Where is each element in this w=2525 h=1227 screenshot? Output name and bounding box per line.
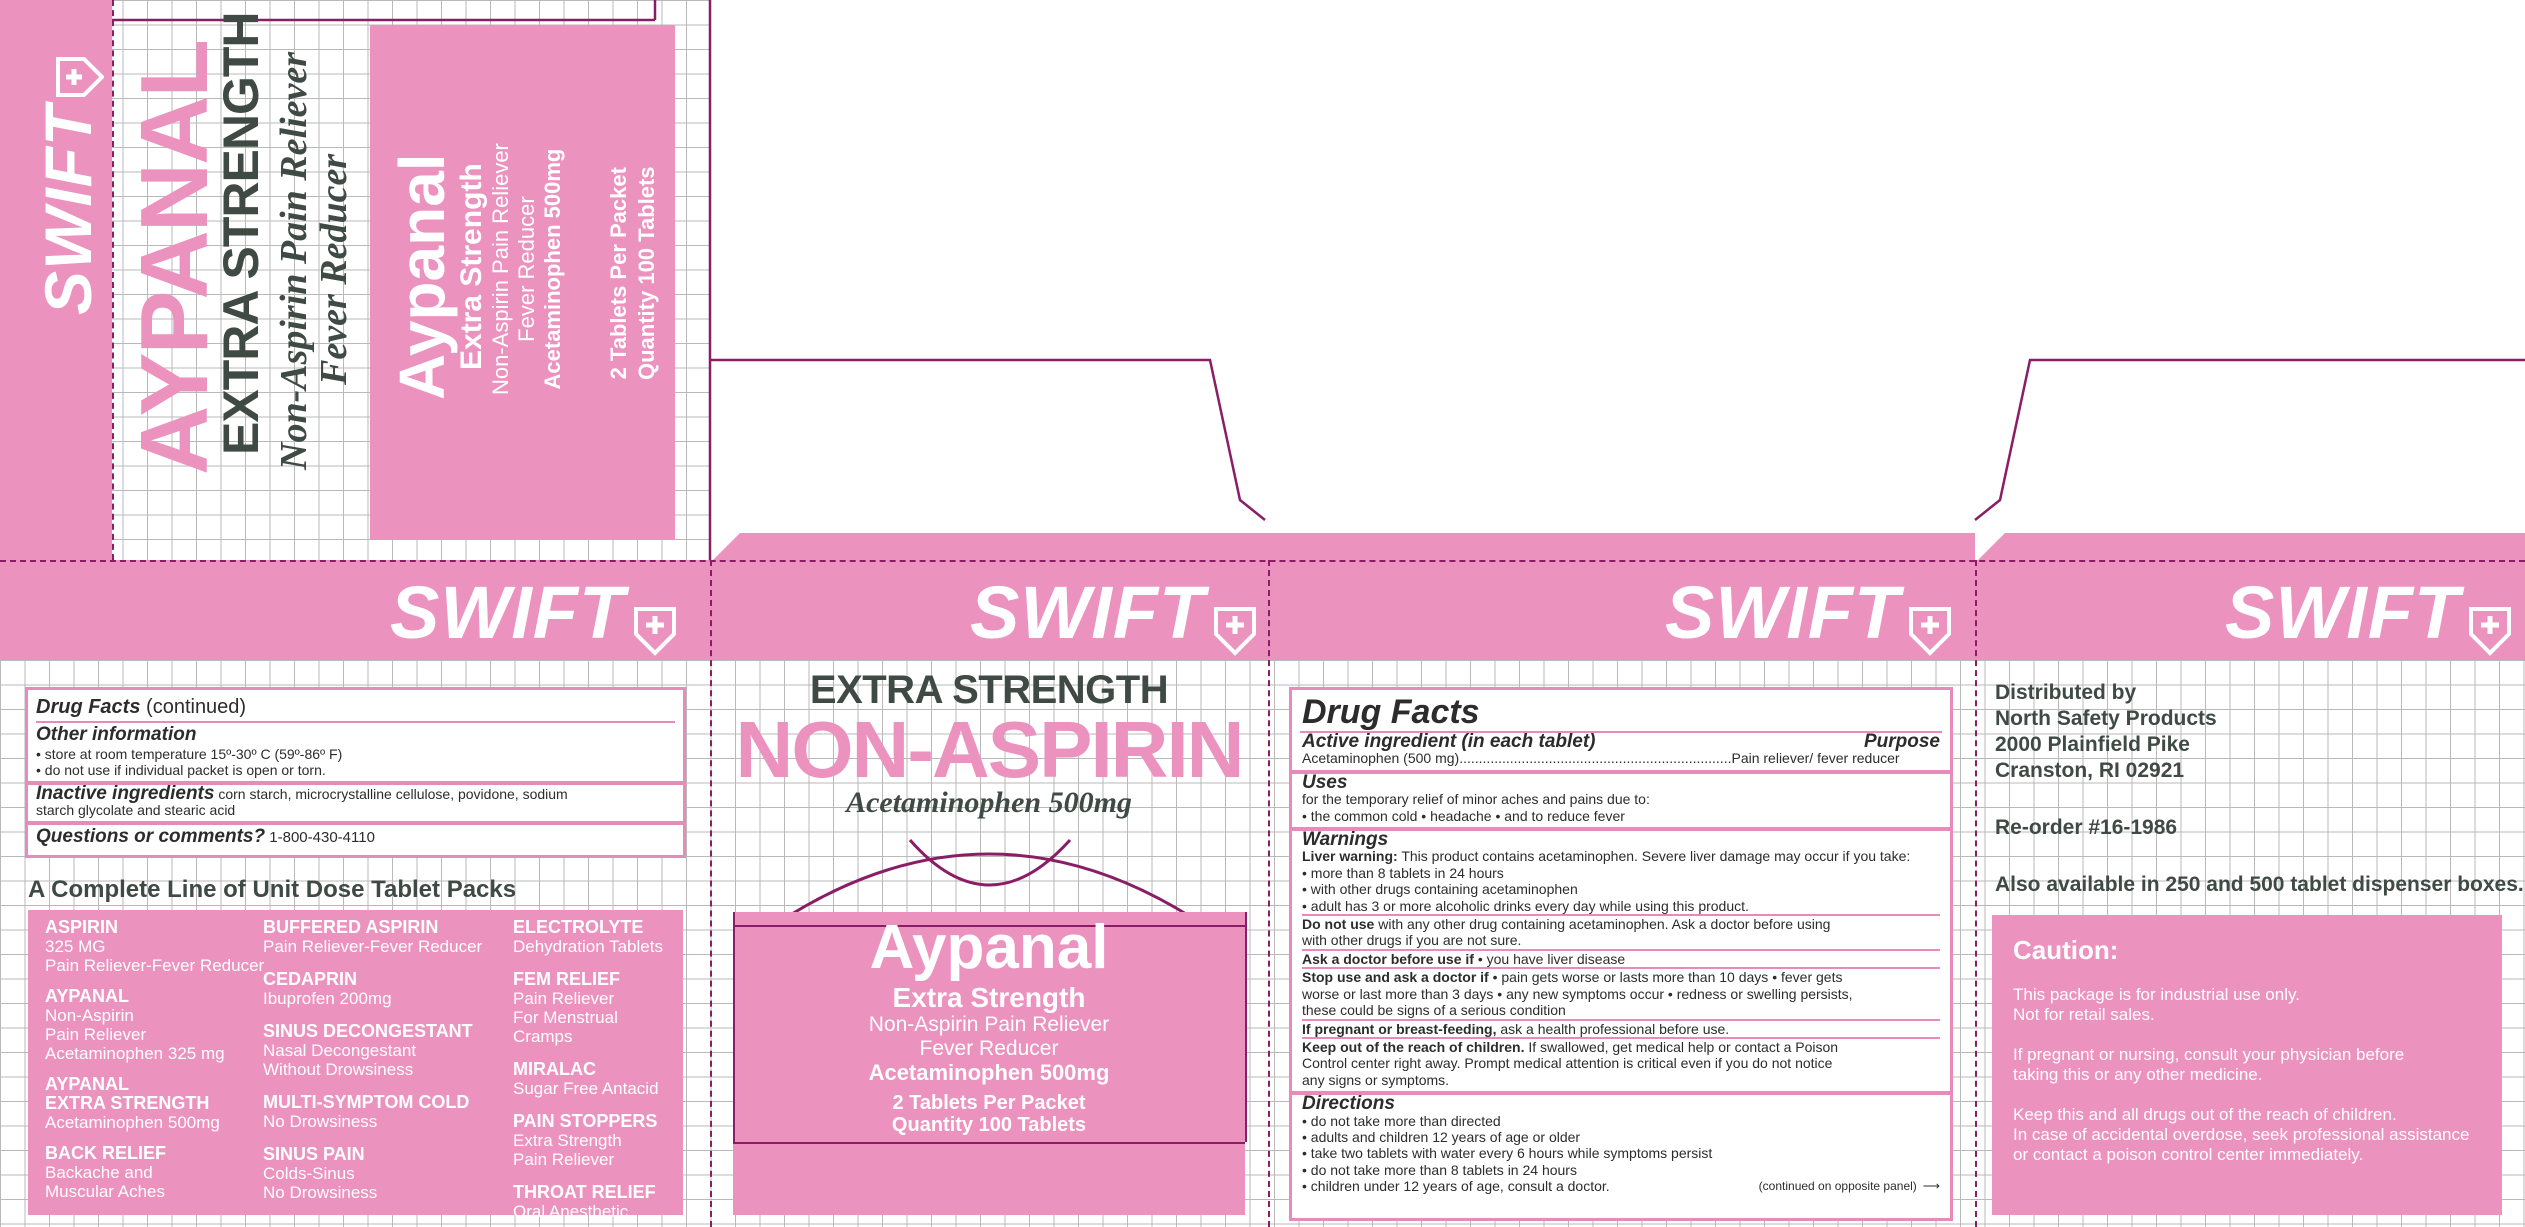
brand-text: SWIFT [2225,571,2461,654]
swift-logo-1 [390,570,677,655]
product-name: AYPANAL [45,986,130,1006]
box-line-4: 2 Tablets Per Packet [606,167,631,380]
caution-line-5: Keep this and all drugs out of the reach of children. [2013,1105,2397,1124]
product-item [513,970,678,1046]
df-keep-text3: any signs or symptoms. [1302,1071,1450,1088]
swift-shield-icon [1213,588,1257,638]
product-name: ASPIRIN [45,917,119,937]
box-lines-rotated-2 [605,166,661,380]
df-preg-text: ask a health professional before use. [1496,1020,1730,1037]
df-dir-5: • children under 12 years of age, consult a doctor. [1302,1178,1610,1195]
product-line: No Drowsiness [263,1112,378,1131]
product-line: Pain Reliever [513,989,615,1008]
front-ingredient: Acetaminophen 500mg [846,786,1132,819]
drug-facts-box [1289,687,1953,1221]
extra-strength-rotated [212,13,270,456]
swift-shield-icon [2468,588,2512,638]
df-uses-2: • the common cold • headache • and to reduce fever [1302,807,1625,824]
product-line: Pain Reliever-Fever Reducer [263,937,483,956]
reorder-number: Re-order #16-1986 [1995,816,2178,839]
product-line: Pain Reliever [45,1025,147,1044]
product-line: Extra Strength [513,1131,622,1150]
questions-phone: 1-800-430-4110 [269,829,375,846]
fever-reducer-rotated-text: Fever Reducer [313,153,355,385]
dist-line-4: Cranston, RI 02921 [1995,759,2185,782]
product-line: Dehydration Tablets [513,937,663,956]
box-strength-rotated [455,163,489,370]
products-col-3 [513,918,678,1221]
fold-line-top-left [112,0,114,560]
front-strength: EXTRA STRENGTH [809,668,1169,712]
caution-line-6: In case of accidental overdose, seek professional assistance [2013,1125,2470,1144]
product-line: For Menstrual Cramps [513,1008,618,1046]
other-info-2: • do not use if individual packet is open or torn. [36,762,326,778]
product-line: Nasal Decongestant [263,1041,417,1060]
swift-logo-3 [1665,570,1952,655]
front-sub-strength: Extra Strength [892,982,1086,1013]
box-strength-rotated-text: Extra Strength [455,163,488,370]
df-cont-continued: (continued) [146,696,247,718]
df-keep-text2: Control center right away. Prompt medical attention is critical even if you do not notice [1302,1055,1833,1072]
arrow-right-icon: ⟶ [1922,1179,1940,1194]
product-name: BUFFERED ASPIRIN [263,917,439,937]
front-inner-fold-left [733,912,735,1142]
distributor-block [1995,680,2217,784]
df-ask-bold: Ask a doctor before use if [1302,950,1474,967]
df-uses-title: Uses [1302,771,1348,793]
swift-shield-icon [43,53,93,97]
fold-line-2 [1268,560,1270,1227]
inactive-title: Inactive ingredients [36,783,215,804]
df-stop-bold: Stop use and ask a doctor if [1302,969,1489,986]
aypanal-rotated-text: AYPANAL [121,40,228,475]
brand-text: SWIFT [1665,571,1901,654]
caution-text [2013,985,2469,1165]
front-lines [733,1013,1245,1085]
df-dir-1: • do not take more than directed [1302,1112,1501,1129]
front-line-4: 2 Tablets Per Packet [892,1092,1086,1114]
df-dir-3: • take two tablets with water every 6 hours while symptoms persist [1302,1145,1713,1162]
product-item [263,1022,503,1079]
box-title-rotated [385,153,459,400]
swift-shield-icon [633,588,677,638]
product-name: MIRALAC [513,1059,596,1079]
product-item [513,1183,678,1221]
drug-facts-continued-box [25,687,686,858]
box-line-1: Non-Aspirin Pain Reliever [488,143,513,395]
pink-band-bevel-left [710,533,1975,563]
caution-line-3: If pregnant or nursing, consult your physician before [2013,1045,2405,1064]
product-name: PAIN STOPPERS [513,1111,658,1131]
df-active-title: Active ingredient (in each tablet) [1302,731,1596,752]
df-stop-text3: these could be signs of a serious condition [1302,1002,1566,1019]
product-item [45,1144,265,1201]
df-stop-text: • pain gets worse or lasts more than 10 days • fever gets [1488,969,1843,986]
caution-line-7: or contact a poison control center immediately. [2013,1145,2364,1164]
dist-line-1: Distributed by [1995,681,2137,704]
df-liver-bold: Liver warning: [1302,848,1398,865]
product-line: Pain Reliever [513,1150,615,1169]
front-line-5: Quantity 100 Tablets [891,1114,1087,1136]
product-item [45,918,265,975]
product-item [513,1060,678,1098]
products-col-1 [45,918,265,1201]
product-line: 325 MG [45,937,106,956]
brand-text: SWIFT [31,104,105,315]
df-keep-bold: Keep out of the reach of children. [1302,1038,1525,1055]
product-line: No Drowsiness [263,1183,378,1202]
df-stop-text2: worse or last more than 3 days • any new symptoms occur • redness or swelling persists, [1302,985,1853,1002]
dist-line-2: North Safety Products [1995,707,2217,730]
box-lines-rotated [488,143,566,395]
product-line: Pain Reliever-Fever Reducer [45,956,265,975]
fever-reducer-rotated [312,154,356,385]
df-dnu-text2: with other drugs if you are not sure. [1302,932,1522,949]
df-ask-text: • you have liver disease [1473,950,1626,967]
df-liver-b2: • with other drugs containing acetaminophen [1302,881,1578,898]
fold-line-horizontal [0,560,2525,562]
product-line: Sugar Free Antacid [513,1079,659,1098]
product-line: Muscular Aches [45,1182,165,1201]
product-item [45,1075,265,1132]
df-directions-title: Directions [1302,1093,1395,1115]
product-line: Without Drowsiness [263,1060,414,1079]
caution-title: Caution: [2013,935,2119,965]
caution-line-4: taking this or any other medicine. [2013,1065,2263,1084]
df-liver-text: This product contains acetaminophen. Severe liver damage may occur if you take: [1397,848,1911,865]
inactive-text-1: corn starch, microcrystalline cellulose, povidone, sodium [218,786,568,802]
product-line: Non-Aspirin [45,1006,134,1025]
questions-title: Questions or comments? [36,826,266,847]
swift-logo-rotated [30,53,106,315]
swift-logo-2 [970,570,1257,655]
non-aspirin-rotated-text: Non-Aspirin Pain Reliever [273,51,315,470]
df-continued-note-wrap [1759,1178,1940,1194]
pink-band-bevel-right [1975,533,2525,563]
product-line: Backache and [45,1163,153,1182]
swift-logo-4 [2225,570,2512,655]
df-dir-2: • adults and children 12 years of age or older [1302,1128,1581,1145]
df-preg-bold: If pregnant or breast-feeding, [1302,1020,1497,1037]
pink-band [0,560,2525,660]
product-item [45,987,265,1063]
product-line: Acetaminophen 500mg [45,1113,220,1132]
product-line: Oral Anesthetic [513,1202,629,1221]
df-warnings-title: Warnings [1302,829,1389,851]
box-line-2: Fever Reducer [514,196,539,342]
inactive-text-2: starch glycolate and stearic acid [36,802,236,818]
products-col-2 [263,918,503,1202]
caution-line-2: Not for retail sales. [2013,1005,2155,1024]
front-title: Aypanal [869,913,1109,982]
box-title-rotated-text: Aypanal [386,153,458,400]
front-inner-fold-bottom [733,1142,1245,1144]
complete-line-title: A Complete Line of Unit Dose Tablet Packs [28,876,517,903]
product-line: Colds-Sinus [263,1164,355,1183]
brand-text: SWIFT [970,571,1206,654]
product-line: Acetaminophen 325 mg [45,1044,225,1063]
df-dnu-bold: Do not use [1302,916,1375,933]
other-info-title: Other information [36,724,197,745]
product-line: Ibuprofen 200mg [263,989,392,1008]
df-uses-1: for the temporary relief of minor aches and pains due to: [1302,791,1650,808]
product-name: MULTI-SYMPTOM COLD [263,1092,470,1112]
non-aspirin-rotated [272,52,316,470]
df-title: Drug Facts [1302,693,1480,731]
product-line: EXTRA STRENGTH [45,1093,210,1113]
product-name: THROAT RELIEF [513,1182,656,1202]
product-name: AYPANAL [45,1074,130,1094]
df-active-line: Acetaminophen (500 mg)......................................................................Pain reliever/ fever reducer [1302,750,1900,767]
front-lines-2 [733,1092,1245,1136]
brand-text: SWIFT [390,571,626,654]
df-dir-4: • do not take more than 8 tablets in 24 hours [1302,1161,1577,1178]
product-name: SINUS DECONGESTANT [263,1021,473,1041]
front-headline: NON-ASPIRIN [735,705,1243,794]
fold-line-3 [1975,560,1977,1227]
box-line-5: Quantity 100 Tablets [634,166,659,380]
product-item [513,1112,678,1169]
caution-line-1: This package is for industrial use only. [2013,985,2300,1004]
df-liver-b3: • adult has 3 or more alcoholic drinks every day while using this product. [1302,897,1749,914]
front-line-1: Non-Aspirin Pain Reliever [868,1013,1110,1036]
extra-strength-rotated-text: EXTRA STRENGTH [213,12,269,455]
df-cont-title: Drug Facts [36,696,141,718]
product-name: SINUS PAIN [263,1144,365,1164]
df-purpose-title: Purpose [1863,731,1940,752]
product-item [263,1093,503,1131]
df-dnu-text: with any other drug containing acetaminophen. Ask a doctor before using [1374,916,1831,933]
product-name: FEM RELIEF [513,969,620,989]
product-item [263,1145,503,1202]
dist-line-3: 2000 Plainfield Pike [1995,733,2190,756]
product-item [513,918,678,956]
product-item [263,918,503,956]
front-line-2: Fever Reducer [919,1037,1059,1060]
product-item [263,970,503,1008]
df-continued-note: (continued on opposite panel) [1758,1179,1917,1194]
product-name: CEDAPRIN [263,969,358,989]
front-line-3: Acetaminophen 500mg [868,1060,1110,1085]
box-line-3: Acetaminophen 500mg [540,148,565,390]
other-info-1: • store at room temperature 15º-30º C (59º-86º F) [36,746,343,762]
df-liver-b1: • more than 8 tablets in 24 hours [1302,864,1504,881]
also-available: Also available in 250 and 500 tablet dispenser boxes. [1995,873,2524,896]
front-inner-fold-right [1245,912,1247,1142]
swift-shield-icon [1908,588,1952,638]
product-name: BACK RELIEF [45,1143,166,1163]
product-name: ELECTROLYTE [513,917,644,937]
df-keep-text: If swallowed, get medical help or contact a Poison [1524,1038,1839,1055]
